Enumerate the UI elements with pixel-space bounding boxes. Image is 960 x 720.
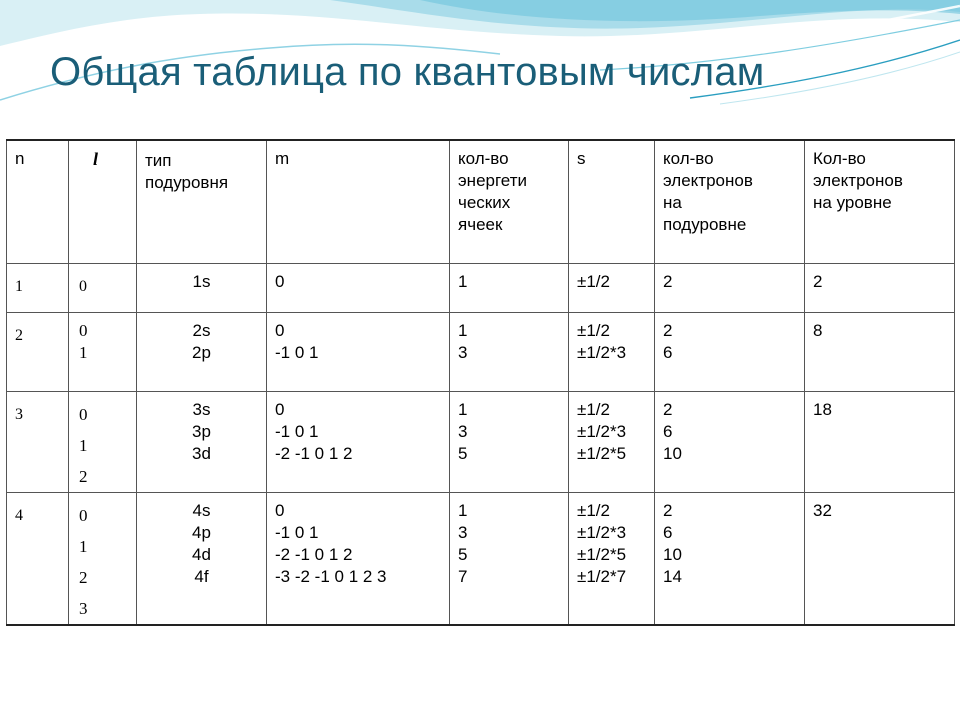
cell-sub: 2 6 10 14 xyxy=(655,493,805,626)
cell-level: 32 xyxy=(805,493,955,626)
cell-s: ±1/2 ±1/2*3 ±1/2*5 ±1/2*7 xyxy=(569,493,655,626)
header-l: l xyxy=(69,140,137,264)
cell-n: 1 xyxy=(7,264,69,313)
cell-sub: 2 6 10 xyxy=(655,392,805,493)
header-s: s xyxy=(569,140,655,264)
page-title: Общая таблица по квантовым числам xyxy=(50,50,765,94)
cell-type: 4s 4p 4d 4f xyxy=(137,493,267,626)
cell-cells: 1 xyxy=(450,264,569,313)
cell-cells: 1 3 5 xyxy=(450,392,569,493)
header-row xyxy=(7,140,955,264)
header-n: n xyxy=(7,140,69,264)
header-type: тип подуровня xyxy=(137,140,267,264)
header-sub-electrons: кол-во электронов на подуровне xyxy=(655,140,805,264)
cell-n: 3 xyxy=(7,392,69,493)
cell-m: 0 -1 0 1 -2 -1 0 1 2 -3 -2 -1 0 1 2 3 xyxy=(267,493,450,626)
cell-l: 0 1 2 xyxy=(69,392,137,493)
cell-cells: 1 3 xyxy=(450,313,569,392)
cell-level: 18 xyxy=(805,392,955,493)
cell-sub: 2 xyxy=(655,264,805,313)
table-row xyxy=(7,392,955,493)
cell-type: 1s xyxy=(137,264,267,313)
cell-n: 4 xyxy=(7,493,69,626)
header-cells: кол-во энергети ческих ячеек xyxy=(450,140,569,264)
cell-sub: 2 6 xyxy=(655,313,805,392)
cell-s: ±1/2 ±1/2*3 xyxy=(569,313,655,392)
cell-l: 0 1 2 3 xyxy=(69,493,137,626)
cell-l: 0 1 xyxy=(69,313,137,392)
header-m: m xyxy=(267,140,450,264)
table-row xyxy=(7,264,955,313)
quantum-numbers-table xyxy=(6,139,955,626)
table-row xyxy=(7,313,955,392)
cell-l: 0 xyxy=(69,264,137,313)
table-row xyxy=(7,493,955,626)
cell-s: ±1/2 ±1/2*3 ±1/2*5 xyxy=(569,392,655,493)
cell-n: 2 xyxy=(7,313,69,392)
cell-m: 0 -1 0 1 xyxy=(267,313,450,392)
cell-level: 2 xyxy=(805,264,955,313)
header-level-electrons: Кол-во электронов на уровне xyxy=(805,140,955,264)
cell-s: ±1/2 xyxy=(569,264,655,313)
cell-m: 0 -1 0 1 -2 -1 0 1 2 xyxy=(267,392,450,493)
cell-type: 3s 3p 3d xyxy=(137,392,267,493)
cell-m: 0 xyxy=(267,264,450,313)
cell-type: 2s 2p xyxy=(137,313,267,392)
cell-level: 8 xyxy=(805,313,955,392)
cell-cells: 1 3 5 7 xyxy=(450,493,569,626)
